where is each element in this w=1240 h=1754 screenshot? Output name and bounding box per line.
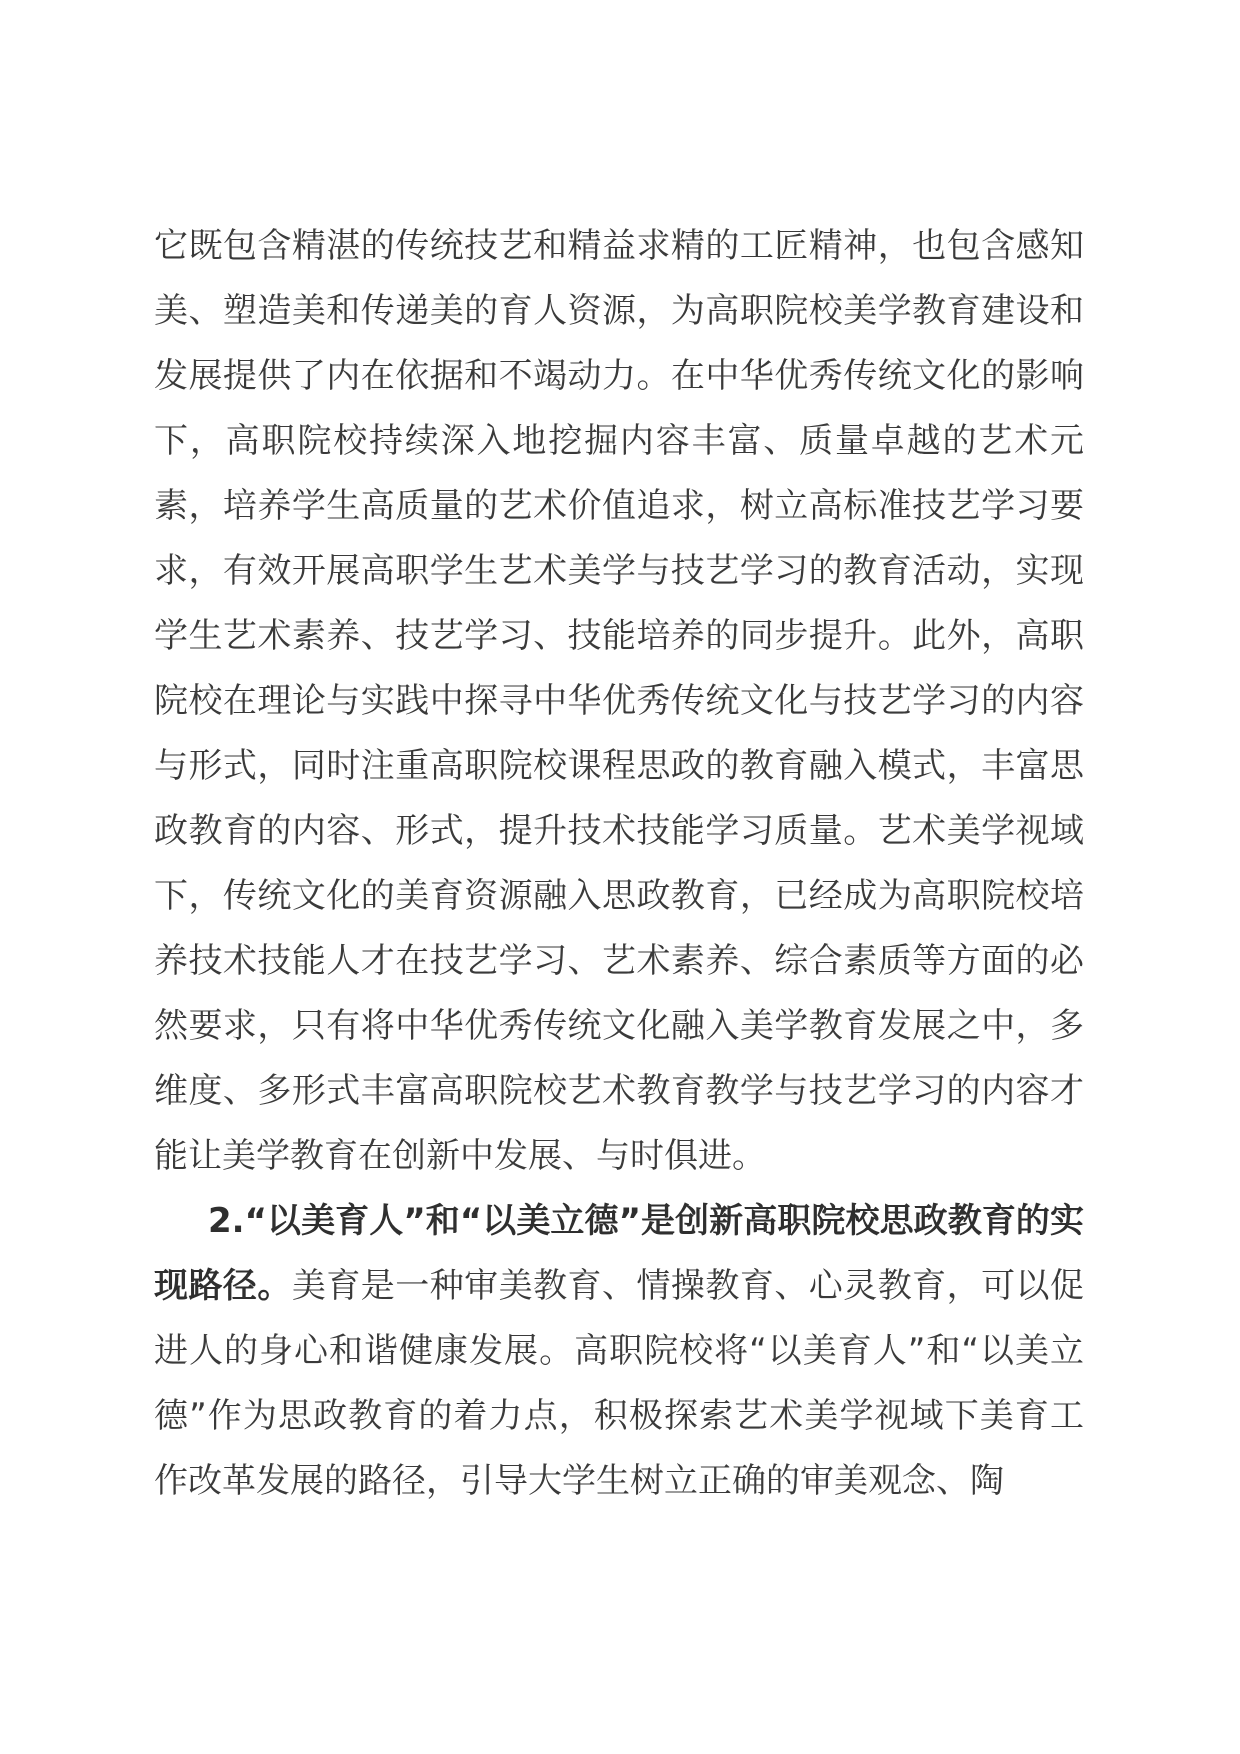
paragraph-1: 它既包含精湛的传统技艺和精益求精的工匠精神，也包含感知美、塑造美和传递美的育人资源，为高职院校美学教育建设和发展提供了内在依据和不竭动力。在中华优秀传统文化的影响下，高职院校持续深入地挖掘内容丰富、质量卓越的艺术元素，培养学生高质量的艺术价值追求，树立高标准技艺学习要求，有效开展高职学生艺术美学与技艺学习的教育活动，实现学生艺术素养、技艺学习、技能培养的同步提升。此外，高职院校在理论与实践中探寻中华优秀传统文化与技艺学习的内容与形式，同时注重高职院校课程思政的教育融入模式，丰富思政教育的内容、形式，提升技术技能学习质量。艺术美学视域下，传统文化的美育资源融入思政教育，已经成为高职院校培养技术技能人才在技艺学习、艺术素养、综合素质等方面的必然要求，只有将中华优秀传统文化融入美学教育发展之中，多维度、多形式丰富高职院校艺术教育教学与技艺学习的内容才能让美学教育在创新中发展、与时俱进。 (154, 226, 1084, 1176)
paragraph-2 (154, 1189, 1084, 1514)
paragraph-2-body: 美育是一种审美教育、情操教育、心灵教育，可以促进人的身心和谐健康发展。高职院校将“以美育人”和“以美立德”作为思政教育的着力点，积极探索艺术美学视域下美育工作改革发展的路径，引导大学生树立正确的审美观念、陶 (154, 1266, 1085, 1501)
section-heading: 2.“以美育人”和“以美立德”是创新高职院校思政教育的实现路径。 (154, 1201, 1084, 1306)
body-text (154, 214, 1084, 1514)
